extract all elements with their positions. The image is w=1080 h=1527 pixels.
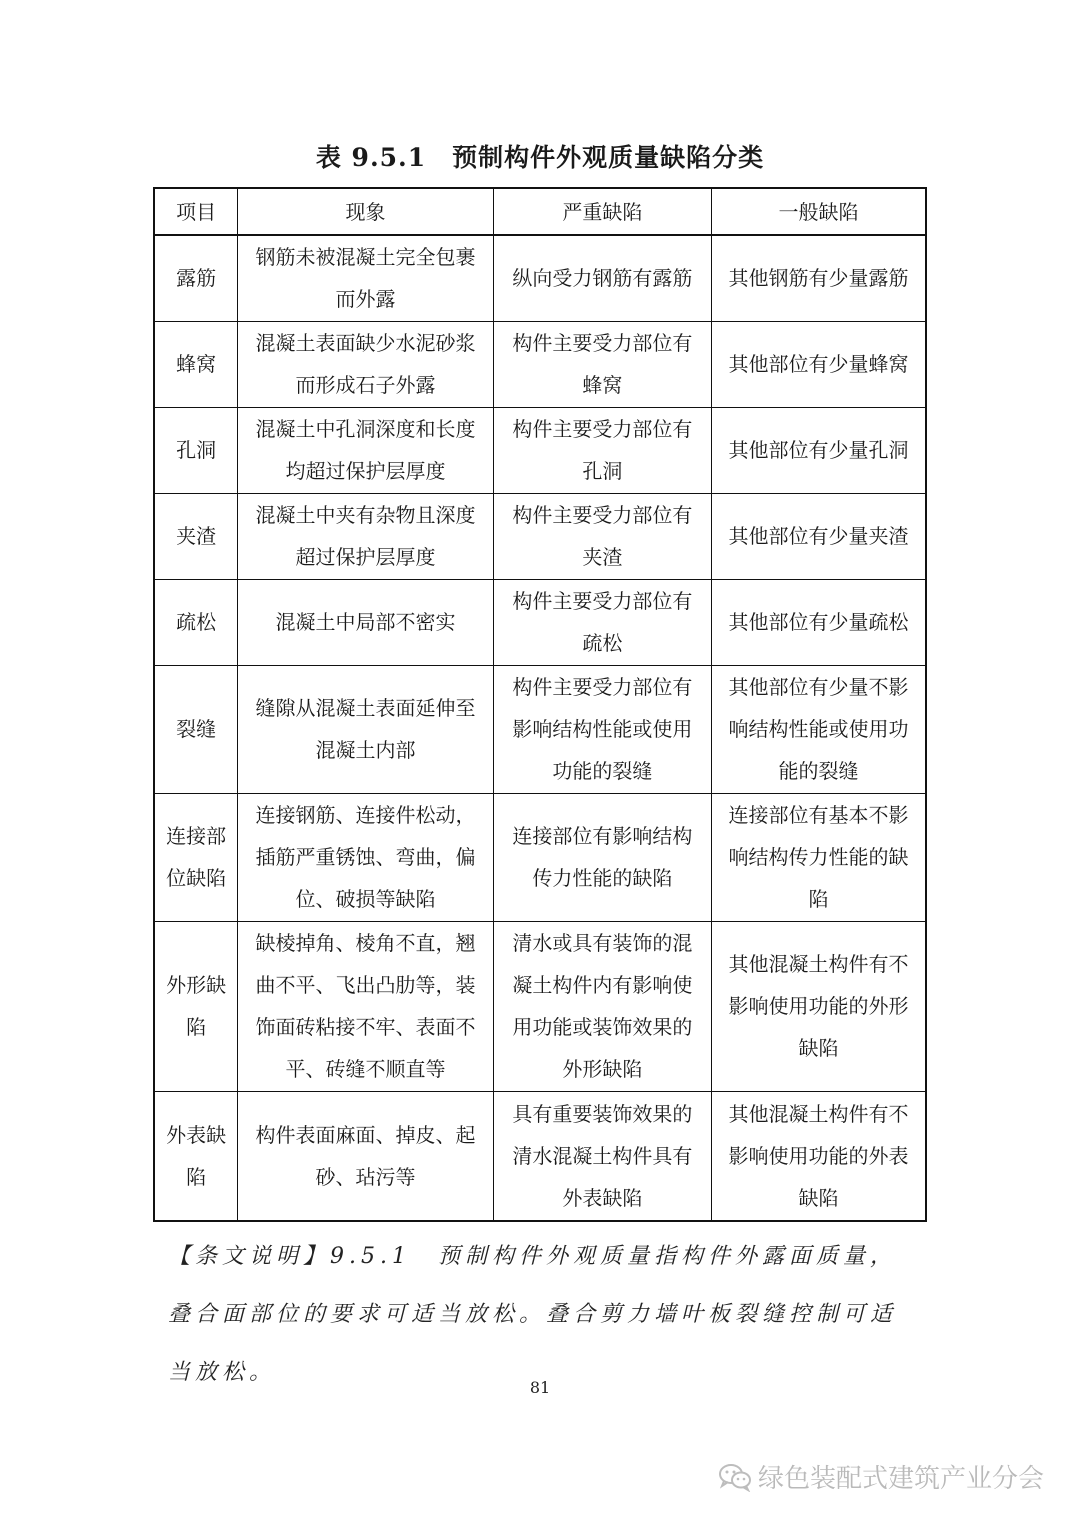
row-item: 外形缺陷	[154, 921, 238, 1091]
table-row	[154, 493, 926, 579]
row-general: 其他部位有少量不影响结构性能或使用功能的裂缝	[712, 665, 926, 793]
row-general: 其他混凝土构件有不影响使用功能的外表缺陷	[712, 1091, 926, 1221]
row-item: 裂缝	[154, 665, 238, 793]
row-serious: 连接部位有影响结构传力性能的缺陷	[493, 793, 711, 921]
row-serious: 构件主要受力部位有夹渣	[493, 493, 711, 579]
header-general-defect: 一般缺陷	[712, 188, 926, 235]
row-item: 外表缺陷	[154, 1091, 238, 1221]
row-phenomenon: 混凝土中夹有杂物且深度超过保护层厚度	[238, 493, 493, 579]
table-header-row	[154, 188, 926, 235]
row-phenomenon: 混凝土中局部不密实	[238, 579, 493, 665]
row-general: 其他部位有少量孔洞	[712, 407, 926, 493]
table-row	[154, 407, 926, 493]
table-row	[154, 921, 926, 1091]
table-row	[154, 579, 926, 665]
row-item: 夹渣	[154, 493, 238, 579]
table-row	[154, 793, 926, 921]
header-serious-defect: 严重缺陷	[493, 188, 711, 235]
row-item: 露筋	[154, 235, 238, 321]
row-item: 连接部位缺陷	[154, 793, 238, 921]
table-row	[154, 235, 926, 321]
table-row	[154, 665, 926, 793]
row-phenomenon: 钢筋未被混凝土完全包裹而外露	[238, 235, 493, 321]
row-general: 其他钢筋有少量露筋	[712, 235, 926, 321]
page-number: 81	[529, 1378, 551, 1397]
row-serious: 构件主要受力部位有影响结构性能或使用功能的裂缝	[493, 665, 711, 793]
row-phenomenon: 混凝土中孔洞深度和长度均超过保护层厚度	[238, 407, 493, 493]
clause-explanation: 【条文说明】9.5.1 预制构件外观质量指构件外露面质量，叠合面部位的要求可适当放松。叠合剪力墙叶板裂缝控制可适当放松。	[168, 1244, 898, 1385]
row-item: 蜂窝	[154, 321, 238, 407]
row-item: 孔洞	[154, 407, 238, 493]
row-item: 疏松	[154, 579, 238, 665]
row-general: 其他部位有少量蜂窝	[712, 321, 926, 407]
wechat-icon	[718, 1462, 752, 1492]
row-general: 连接部位有基本不影响结构传力性能的缺陷	[712, 793, 926, 921]
table-title: 表 9.5.1 预制构件外观质量缺陷分类	[315, 143, 765, 172]
watermark-text: 绿色装配式建筑产业分会	[757, 1464, 1044, 1494]
row-general: 其他部位有少量夹渣	[712, 493, 926, 579]
table-row	[154, 321, 926, 407]
row-serious: 纵向受力钢筋有露筋	[493, 235, 711, 321]
row-serious: 构件主要受力部位有孔洞	[493, 407, 711, 493]
watermark	[718, 1458, 1044, 1495]
row-general: 其他混凝土构件有不影响使用功能的外形缺陷	[712, 921, 926, 1091]
row-general: 其他部位有少量疏松	[712, 579, 926, 665]
row-serious: 构件主要受力部位有蜂窝	[493, 321, 711, 407]
table-row	[154, 1091, 926, 1221]
row-phenomenon: 连接钢筋、连接件松动，插筋严重锈蚀、弯曲，偏位、破损等缺陷	[238, 793, 493, 921]
defect-classification-table	[153, 187, 927, 1222]
row-phenomenon: 缝隙从混凝土表面延伸至混凝土内部	[238, 665, 493, 793]
header-phenomenon: 现象	[238, 188, 493, 235]
row-serious: 具有重要装饰效果的清水混凝土构件具有外表缺陷	[493, 1091, 711, 1221]
row-phenomenon: 混凝土表面缺少水泥砂浆而形成石子外露	[238, 321, 493, 407]
row-serious: 清水或具有装饰的混凝土构件内有影响使用功能或装饰效果的外形缺陷	[493, 921, 711, 1091]
row-serious: 构件主要受力部位有疏松	[493, 579, 711, 665]
row-phenomenon: 缺棱掉角、棱角不直，翘曲不平、飞出凸肋等，装饰面砖粘接不牢、表面不平、砖缝不顺直等	[238, 921, 493, 1091]
header-item: 项目	[154, 188, 238, 235]
row-phenomenon: 构件表面麻面、掉皮、起砂、玷污等	[238, 1091, 493, 1221]
